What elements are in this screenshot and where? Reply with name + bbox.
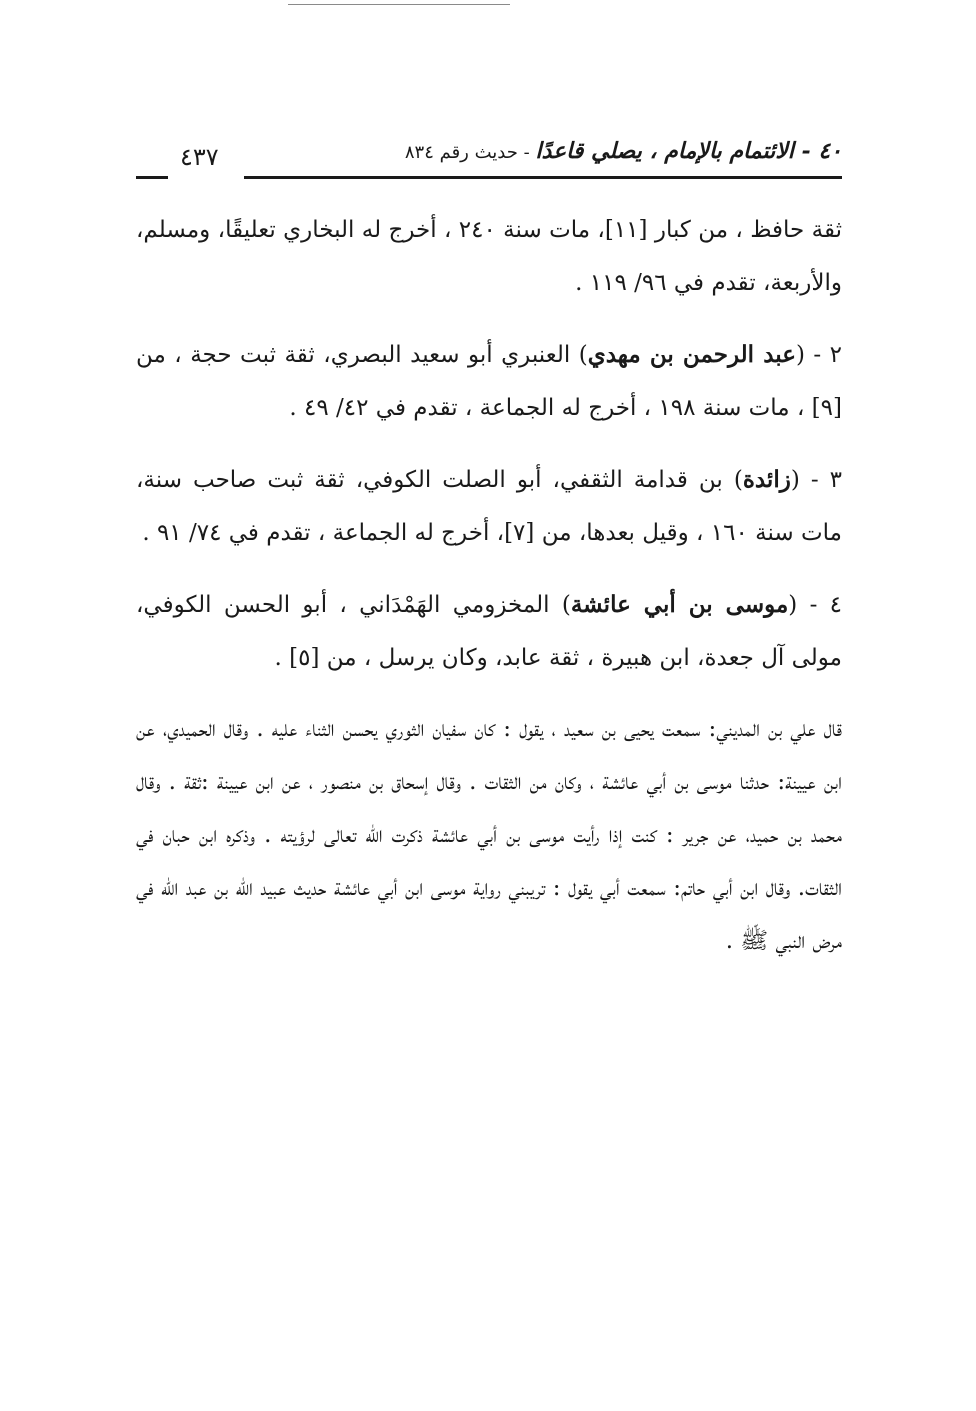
hadith-number: حديث رقم ٨٣٤ <box>404 142 518 163</box>
header-rule <box>244 176 842 179</box>
entry-prefix: ٣ - ( <box>790 467 842 493</box>
commentary-paragraph: قال علي بن المديني: سمعت يحيى بن سعيد ، يقول : كان سفيان الثوري يحسن الثناء عليه . وقال الحميدي، عن ابن عيينة: حدثنا موسى بن أبي عائشة ، وكان من الثقات . وقال إسحاق بن منصور ، عن ابن عيينة :ثقة . وقال محمد بن حميد، عن جرير : كنت إذا رأيت موسى بن أبي عائشة ذكرت الله تعالى لرؤيته . وذكره ابن حبان في الثقات. وقال ابن أبي حاتم: سمعت أبي يقول : تريبني رواية موسى ابن أبي عائشة حديث عبيد الله بن عبد الله في مرض النبي ﷺ . <box>136 716 842 954</box>
header-separator: - <box>517 142 536 163</box>
entry-text: ) العنبري أبو سعيد البصري، ثقة ثبت حجة ، من [٩] ، مات سنة ١٩٨ ، أخرج له الجماعة ، تقدم في ٤٢/ ٤٩ . <box>136 342 842 421</box>
running-header <box>136 136 842 180</box>
header-title <box>405 136 842 168</box>
header-rule-short <box>136 176 168 179</box>
narrator-entry-4 <box>136 578 842 685</box>
chapter-title: ٤٠ - الائتمام بالإمام ، يصلي قاعدًا <box>535 138 842 164</box>
narrator-name: زائدة <box>742 466 791 493</box>
paragraph-continuation: ثقة حافظ ، من كبار [١١]، مات سنة ٢٤٠ ، أخرج له البخاري تعليقًا، ومسلم، والأربعة، تقدم في ٩٦/ ١١٩ . <box>136 217 842 296</box>
page-number: ٤٣٧ <box>180 143 219 171</box>
entry-text: ) المخزومي الهَمْدَاني ، أبو الحسن الكوفي، مولى آل جعدة، ابن هبيرة ، ثقة عابد، وكان يرسل ، من [٥] . <box>136 592 842 671</box>
narrator-name: موسى بن أبي عائشة <box>570 591 789 618</box>
entry-prefix: ٢ - ( <box>795 342 843 368</box>
narrator-name: عبد الرحمن بن مهدي <box>587 341 796 368</box>
entry-prefix: ٤ - ( <box>788 592 842 618</box>
scan-mark <box>288 4 510 5</box>
page-body <box>136 204 842 986</box>
narrator-entry-2 <box>136 328 842 435</box>
entry-text: ) بن قدامة الثقفي، أبو الصلت الكوفي، ثقة ثبت صاحب سنة، مات سنة ١٦٠ ، وقيل بعدها، من [٧]، أخرج له الجماعة ، تقدم في ٧٤/ ٩١ . <box>136 467 842 546</box>
narrator-entry-3 <box>136 453 842 560</box>
